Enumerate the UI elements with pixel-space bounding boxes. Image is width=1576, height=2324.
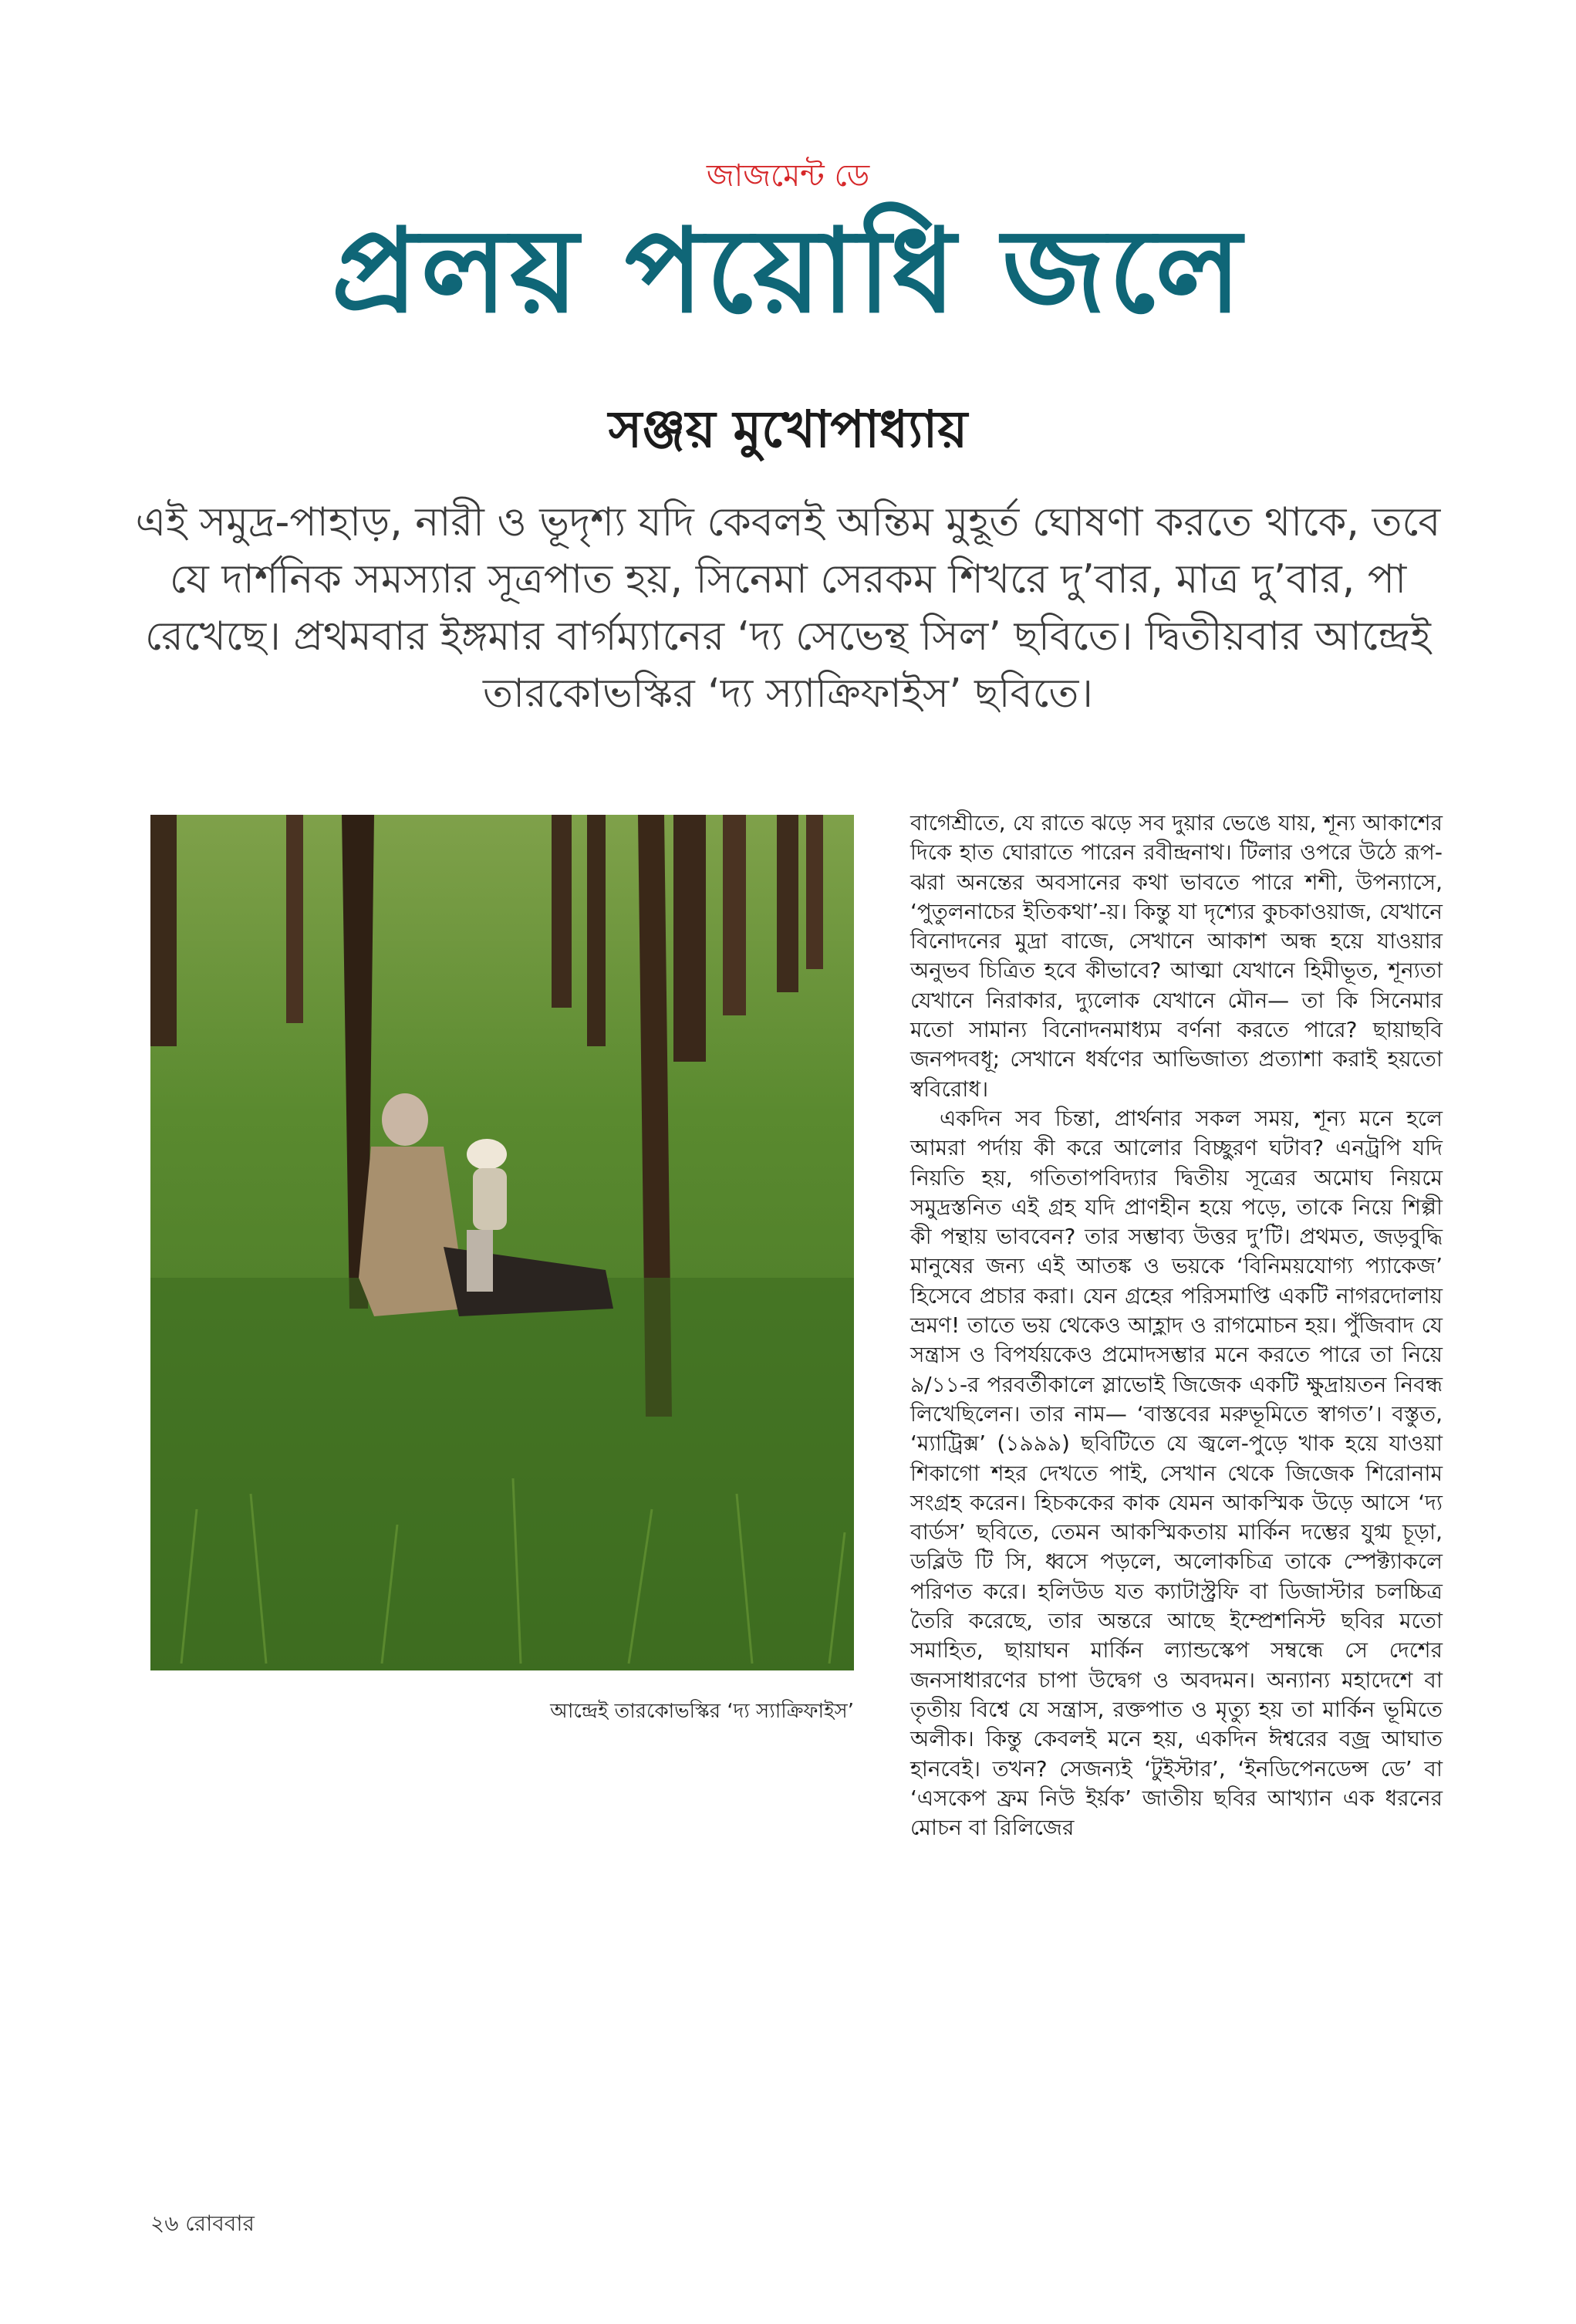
body-paragraph: বাগেশ্রীতে, যে রাতে ঝড়ে সব দুয়ার ভেঙে যায়, শূন্য আকাশের দিকে হাত ঘোরাতে পারেন রবীন্দ্রনাথ। টিলার ওপরে উঠে রূপ-ঝরা অনন্তের অবসানের কথা ভাবতে পারে শশী, উপন্যাসে, ‘পুতুলনাচের ইতিকথা’-য়। কিন্তু যা দৃশ্যের কুচকাওয়াজ, যেখানে বিনোদনের মুদ্রা বাজে, সেখানে আকাশ অন্ধ হয়ে যাওয়ার অনুভব চিত্রিত হবে কীভাবে? আত্মা যেখানে হিমীভূত, শূন্যতা যেখানে নিরাকার, দ্যুলোক যেখানে মৌন— তা কি সিনেমার মতো সামান্য বিনোদনমাধ্যম বর্ণনা করতে পারে? ছায়াছবি জনপদবধূ; সেখানে ধর্ষণের আভিজাত্য প্রত্যাশা করাই হয়তো স্ববিরোধ। <box>910 810 1443 1102</box>
film-still-photo <box>150 815 854 1670</box>
article-deck: এই সমুদ্র-পাহাড়, নারী ও ভূদৃশ্য যদি কেবলই অন্তিম মুহূর্ত ঘোষণা করতে থাকে, তবে যে দার্শনিক সমস্যার সূত্রপাত হয়, সিনেমা সেরকম শিখরে দু’বার, মাত্র দু’বার, পা রেখেছে। প্রথমবার ইঙ্গমার বার্গম্যানের ‘দ্য সেভেন্থ সিল’ ছবিতে। দ্বিতীয়বার আন্দ্রেই তারকোভস্কির ‘দ্য স্যাক্রিফাইস’ ছবিতে। <box>135 499 1441 717</box>
child-figure <box>467 1139 507 1170</box>
article-body <box>910 809 1443 1843</box>
body-paragraph: একদিন সব চিন্তা, প্রার্থনার সকল সময়, শূন্য মনে হলে আমরা পর্দায় কী করে আলোর বিচ্ছুরণ ঘটাব? এনট্রপি যদি নিয়তি হয়, গতিতাপবিদ্যার দ্বিতীয় সূত্রের অমোঘ নিয়মে সমুদ্রস্তনিত এই গ্রহ যদি প্রাণহীন হয়ে পড়ে, তাকে নিয়ে শিল্পী কী পন্থায় ভাববেন? তার সম্ভাব্য উত্তর দু’টি। প্রথমত, জড়বুদ্ধি মানুষের জন্য এই আতঙ্ক ও ভয়কে ‘বিনিময়যোগ্য প্যাকেজ’ হিসেবে প্রচার করা। যেন গ্রহের পরিসমাপ্তি একটি নাগরদোলায় ভ্রমণ! তাতে ভয় থেকেও আহ্লাদ ও রাগমোচন হয়। পুঁজিবাদ যে সন্ত্রাস ও বিপর্যয়কেও প্রমোদসম্ভার মনে করতে পারে তা নিয়ে ৯/১১-র পরবর্তীকালে স্লাভোই জিজেক একটি ক্ষুদ্রায়তন নিবন্ধ লিখেছিলেন। তার নাম— ‘বাস্তবের মরুভূমিতে স্বাগত’। বস্তুত, ‘ম্যাট্রিক্স’ (১৯৯৯) ছবিটিতে যে জ্বলে-পুড়ে খাক হয়ে যাওয়া শিকাগো শহর দেখতে পাই, সেখান থেকে জিজেক শিরোনাম সংগ্রহ করেন। হিচককের কাক যেমন আকস্মিক উড়ে আসে ‘দ্য বার্ডস’ ছবিতে, তেমন আকস্মিকতায় মার্কিন দম্ভের যুগ্ম চূড়া, ডব্লিউ টি সি, ধ্বসে পড়লে, অলোকচিত্র তাকে স্পেক্ট্যাকলে পরিণত করে। হলিউড যত ক্যাটাস্ট্রফি বা ডিজাস্টার চলচ্চিত্র তৈরি করেছে, তার অন্তরে আছে ইম্প্রেশনিস্ট ছবির মতো সমাহিত, ছায়াঘন মার্কিন ল্যান্ডস্কেপ সম্বন্ধে সে দেশের জনসাধারণের চাপা উদ্বেগ ও অবদমন। অন্যান্য মহাদেশে বা তৃতীয় বিশ্বে যে সন্ত্রাস, রক্তপাত ও মৃত্যু হয় তা মার্কিন ভূমিতে অলীক। কিন্তু কেবলই মনে হয়, একদিন ঈশ্বরের বজ্র আঘাত হানবেই। তখন? সেজন্যই ‘টুইস্টার’, ‘ইনডিপেনডেন্স ডে’ বা ‘এসকেপ ফ্রম নিউ ইর্য়ক’ জাতীয় ছবির আখ্যান এক ধরনের মোচন বা রিলিজের <box>910 1105 1443 1841</box>
article-title: প্রলয় পয়োধি জলে <box>331 204 1245 339</box>
page-folio: ২৬ রোববার <box>150 2211 255 2236</box>
author-byline: সঞ্জয় মুখোপাধ্যায় <box>608 400 968 459</box>
section-kicker: জাজমেন্ট ডে <box>706 158 870 194</box>
photo-caption: আন্দ্রেই তারকোভস্কির ‘দ্য স্যাক্রিফাইস’ <box>550 1700 854 1723</box>
tree-trunk <box>150 815 177 1046</box>
man-figure <box>382 1093 428 1146</box>
